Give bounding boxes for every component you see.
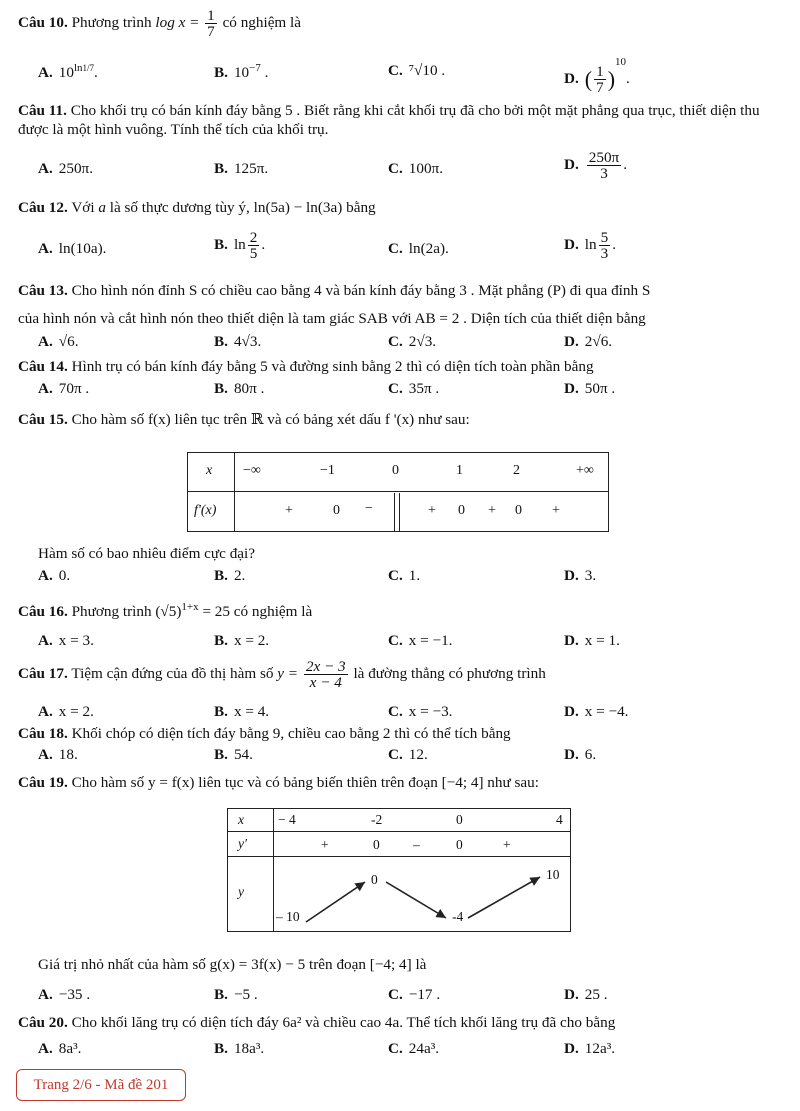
options-11 [0,149,800,182]
option-c[interactable]: C. x = −1. [388,632,453,649]
option-b[interactable]: B. x = 4. [214,703,270,720]
option-c[interactable]: C. 2√3. [388,333,437,350]
question-text: Phương trình [71,603,152,621]
question-18 [18,724,782,743]
option-a[interactable]: A. ln(10a). [38,240,107,257]
question-19 [18,773,782,792]
option-value: 1. [408,567,421,584]
option-a[interactable]: A. √6. [38,333,79,350]
option-d[interactable]: D. x = −4. [564,703,629,720]
question-label: Câu 18. [18,725,68,742]
question-label: Câu 16. [18,603,68,621]
sign: – [413,837,420,852]
option-d[interactable]: D. 2√6. [564,333,613,350]
options-18 [0,746,800,768]
x-value: 1 [456,463,463,478]
option-c[interactable]: C. 35π . [388,380,440,397]
options-17 [0,703,800,725]
option-value: x = −1. [408,632,453,649]
question-label: Câu 15. [18,411,68,428]
question-17 [18,659,782,690]
option-value: 35π . [408,380,440,397]
option-value: x = 3. [58,632,94,649]
fraction: $\frac{1}{7}$ [596,63,604,97]
numerator: 250π [588,149,620,166]
option-c[interactable]: C. 12. [388,746,428,763]
numerator: 2x − 3 [305,658,346,675]
option-value: 12. [408,746,428,763]
sign: − [365,501,373,516]
fraction [599,230,611,261]
option-b[interactable]: B. x = 2. [214,632,270,649]
option-letter: A. [38,64,53,82]
option-value: 50π . [584,380,616,397]
question-14 [18,357,782,376]
option-value: ⁷√10 . [408,62,446,79]
exponent: ln1/7 [73,62,95,74]
option-a[interactable]: A. 250π. [38,160,94,177]
sign: 0 [456,837,463,852]
sign: + [488,503,496,518]
x-value: 4 [556,812,563,827]
options-12 [0,229,800,262]
options-10 [0,56,800,97]
option-value: 2√6. [584,333,613,350]
option-a[interactable]: A. $10^{ln1/7}$. [38,62,98,82]
question-label: Câu 17. [18,664,68,682]
option-value: 6. [584,746,597,763]
y-value: 10 [546,867,560,882]
option-d[interactable]: D. $\frac{250\pi}{3}$ . [564,149,628,182]
option-value: 12a³. [584,1040,616,1057]
question-text: Hình trụ có bán kính đáy bằng 5 và đường sinh bằng 2 thì có diện tích toàn phần bằng [71,358,594,375]
option-value: −17 . [408,986,441,1003]
option-a[interactable]: A. −35 . [38,986,91,1003]
question-text: Tiệm cận đứng của đồ thị hàm số [71,664,274,682]
option-value: 24a³. [408,1040,440,1057]
option-value: x = 2. [58,703,94,720]
sign: 0 [373,837,380,852]
sign: 0 [515,503,522,518]
exponent: 1+x [181,601,199,613]
question-label: Câu 10. [18,13,68,31]
option-value: ln(10a). [58,240,107,257]
option-a[interactable]: A. 18. [38,746,78,763]
question-text: là số thực dương tùy ý, [109,199,250,216]
denominator: 7 [207,23,215,40]
option-value: 54. [233,746,253,763]
denominator: x − 4 [309,674,342,691]
x-value: 2 [513,463,520,478]
option-prefix: ln [584,235,597,253]
x-value: 0 [392,463,399,478]
option-value: 0. [58,567,71,584]
option-b[interactable]: B. 80π . [214,380,265,397]
y-header: y [238,884,244,899]
question-20 [18,1013,782,1032]
option-c[interactable]: C. 1. [388,567,421,584]
question-label: Câu 12. [18,199,68,216]
question-12 [18,198,782,217]
option-value: x = 2. [233,632,270,649]
option-value: 80π . [233,380,265,397]
option-letter: D. [564,70,579,87]
option-b[interactable]: B. ln $\frac{2}{5}$ . [214,229,266,262]
x-value: −1 [320,463,335,478]
option-d[interactable]: D. ln $\frac{5}{3}$ . [564,229,616,262]
option-value: 10 [58,64,74,82]
expression: (√5) [155,603,182,621]
question-16 [18,598,782,621]
x-value: 0 [456,812,463,827]
x-header: x [238,812,244,827]
variation-arrows [228,809,570,931]
option-value: 125π. [233,160,269,177]
option-d[interactable]: D. 12a³. [564,1040,616,1057]
question-text: Cho khối trụ có bán kính đáy bằng 5 . Biết rằng khi cắt khối trụ đã cho bởi một mặt phẳng qua trục, thiết diện thu được là một hình vuông. Tính thể tích của khối trụ. [18,102,760,138]
question-tail: bằng [346,199,376,216]
question-label: Câu 14. [18,358,68,375]
sign-table [187,452,609,532]
variation-table [227,808,571,932]
options-20 [0,1040,800,1062]
option-prefix: ln [233,235,246,253]
fraction [205,8,217,39]
numerator: 1 [207,7,215,24]
option-value: 18. [58,746,78,763]
option-value: x = −3. [408,703,453,720]
double-bar [394,493,400,531]
denominator: 3 [600,165,608,182]
exponent: 10 [615,56,627,68]
fraction [248,230,260,261]
option-c[interactable]: C. 24a³. [388,1040,440,1057]
option-a[interactable]: A. 70π . [38,380,90,397]
question-text: Phương trình [71,13,152,31]
question-text: Cho hàm số y = f(x) liên tục và có bảng biến thiên trên đoạn [−4; 4] như sau: [71,774,539,791]
option-value: 3. [584,567,597,584]
option-letter: C. [388,62,403,79]
question-label: Câu 11. [18,102,67,119]
question-13 [18,277,782,333]
question-tail: có nghiệm là [222,13,302,31]
question-label: Câu 20. [18,1014,68,1031]
option-value: x = −4. [584,703,629,720]
question-label: Câu 19. [18,774,68,791]
question-text: Khối chóp có diện tích đáy bằng 9, chiều cao bằng 2 thì có thể tích bằng [71,725,511,742]
equation: log x = [155,13,200,31]
option-value: ln(2a). [408,240,449,257]
option-b[interactable]: B. −5 . [214,986,258,1003]
fprime-header: f'(x) [194,503,217,518]
option-value: −5 . [233,986,258,1003]
option-d[interactable]: D. 6. [564,746,597,763]
option-value: 70π . [58,380,90,397]
question-tail: là đường thẳng có phương trình [353,664,546,682]
question-15-sub: Hàm số có bao nhiêu điểm cực đại? [38,545,255,562]
sign: 0 [458,503,465,518]
option-b[interactable]: B. 18a³. [214,1040,265,1057]
fraction [587,150,621,181]
option-b[interactable]: B. 2. [214,567,246,584]
sign: + [503,837,511,852]
question-tail: = 25 có nghiệm là [202,603,313,621]
option-d[interactable]: D. 3. [564,567,597,584]
option-value: 25 . [584,986,608,1003]
sign: + [428,503,436,518]
question-10 [18,8,782,39]
option-value: x = 1. [584,632,620,649]
expression: ln(5a) − ln(3a) [253,199,343,216]
variable: a [98,199,106,216]
option-value: 250π. [58,160,94,177]
option-d[interactable]: D. ( $\frac{1}{7}$ )$^{10}$. [564,56,630,97]
option-value: 2. [233,567,246,584]
option-a[interactable]: A. x = 3. [38,632,94,649]
option-a[interactable]: A. 8a³. [38,1040,82,1057]
sign: + [285,503,293,518]
y-value: – 10 [276,909,300,924]
x-value: − 4 [278,812,296,827]
question-text: Cho hàm số f(x) liên tục trên ℝ và có bảng xét dấu f '(x) như sau: [71,411,470,428]
fraction [304,659,348,690]
option-value: x = 4. [233,703,270,720]
option-letter: B. [214,64,228,82]
option-value: 4√3. [233,333,262,350]
options-19 [0,986,800,1008]
option-c[interactable] [388,62,445,80]
option-value: 10 [233,64,250,82]
option-c[interactable]: C. ln(2a). [388,240,449,257]
option-c[interactable]: C. x = −3. [388,703,453,720]
denominator: 3 [600,245,609,262]
question-text: Cho khối lăng trụ có diện tích đáy 6a² và chiều cao 4a. Thể tích khối lăng trụ đã cho bằng [71,1014,616,1031]
options-13 [0,333,800,355]
option-d[interactable]: D. 50π . [564,380,616,397]
option-b[interactable]: B. 4√3. [214,333,262,350]
options-16 [0,632,800,654]
options-14 [0,380,800,402]
equation: y = [277,664,299,682]
question-text: của hình nón và cắt hình nón theo thiết diện là tam giác SAB với AB = 2 . Diện tích của thiết diện bằng [18,310,646,327]
question-15 [18,410,782,429]
x-value: -2 [371,812,383,827]
option-b[interactable]: B. $10^{-7}$ . [214,62,269,82]
page-footer: Trang 2/6 - Mã đề 201 [16,1069,186,1101]
option-a[interactable]: A. x = 2. [38,703,94,720]
option-value: −35 . [58,986,91,1003]
option-value: 100π. [408,160,444,177]
option-b[interactable]: B. 54. [214,746,253,763]
sign: + [552,503,560,518]
y-value: 0 [371,872,378,887]
question-19-sub: Giá trị nhỏ nhất của hàm số g(x) = 3f(x) − 5 trên đoạn [−4; 4] là [38,956,427,973]
denominator: 5 [249,245,258,262]
sign: + [321,837,329,852]
option-value: 2√3. [408,333,437,350]
x-value: +∞ [576,463,594,478]
option-d[interactable]: D. x = 1. [564,632,620,649]
option-b[interactable]: B. 125π. [214,160,269,177]
yprime-header: y′ [238,836,247,851]
sign: 0 [333,503,340,518]
y-value: -4 [452,909,464,924]
numerator: 5 [600,229,609,246]
exponent: −7 [249,62,261,74]
numerator: 2 [249,229,258,246]
x-value: −∞ [243,463,261,478]
question-label: Câu 13. [18,282,68,299]
x-header: x [206,463,213,478]
option-a[interactable]: A. 0. [38,567,71,584]
question-text: Cho hình nón đỉnh S có chiều cao bằng 4 và bán kính đáy bằng 3 . Mặt phẳng (P) đi qua đỉnh S [71,282,651,299]
options-15 [0,567,800,589]
option-value: √6. [58,333,79,350]
option-c[interactable]: C. −17 . [388,986,441,1003]
option-d[interactable]: D. 25 . [564,986,608,1003]
question-11 [18,101,782,139]
question-text: Với [71,199,95,216]
option-value: 18a³. [233,1040,265,1057]
option-value: 8a³. [58,1040,82,1057]
option-c[interactable]: C. 100π. [388,160,444,177]
